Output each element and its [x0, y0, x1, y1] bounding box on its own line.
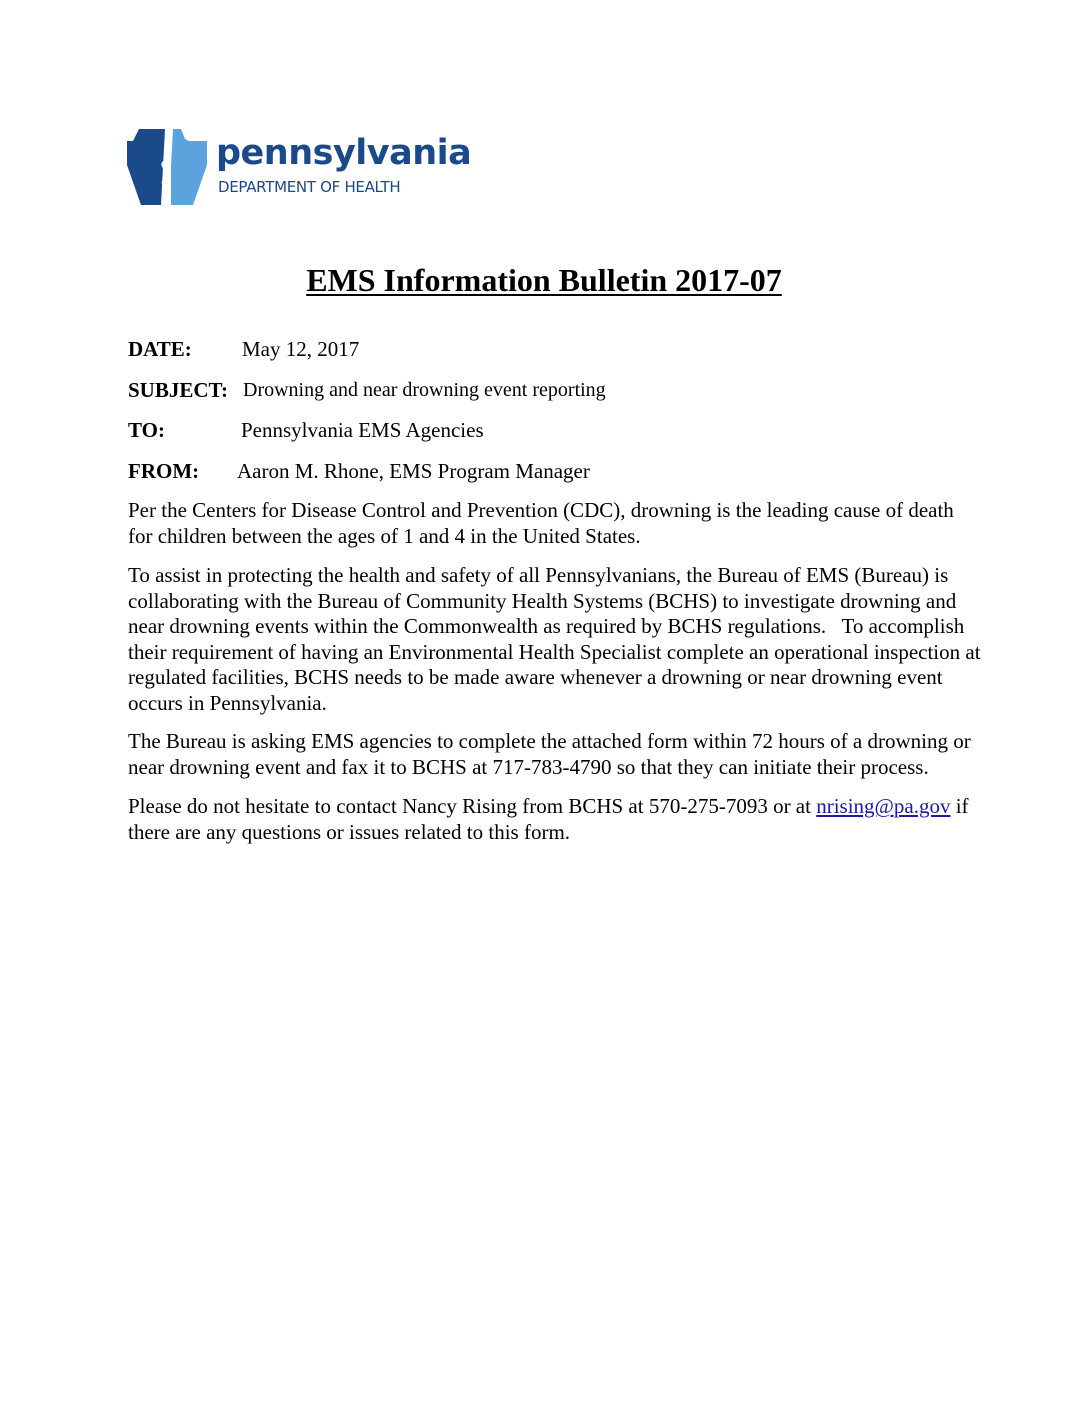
- date-label: DATE:: [128, 337, 192, 361]
- paragraph-line: near drowning events within the Commonwealth as required by BCHS regulations. To accomplish: [128, 614, 965, 638]
- paragraph-line: there are any questions or issues related to this form.: [128, 819, 571, 844]
- bulletin-title-text: EMS Information Bulletin 2017-07: [306, 262, 782, 298]
- paragraph-line: The Bureau is asking EMS agencies to complete the attached form within 72 hours of a drowning or: [128, 729, 971, 753]
- paragraph-line: To assist in protecting the health and safety of all Pennsylvanians, the Bureau of EMS (Bureau) is: [128, 563, 949, 587]
- paragraph-line: their requirement of having an Environmental Health Specialist complete an operational inspection at: [128, 639, 981, 664]
- from-label: FROM:: [128, 459, 200, 483]
- email-link[interactable]: nrising@pa.gov: [816, 794, 951, 818]
- paragraph-contact: [128, 794, 969, 845]
- paragraph-line: near drowning event and fax it to BCHS at 717-783-4790 so that they can initiate their process.: [128, 754, 929, 779]
- paragraph-fax-request: [128, 729, 971, 780]
- to-label: TO:: [128, 418, 165, 442]
- date-value: May 12, 2017: [242, 337, 360, 361]
- pa-department-of-health-logo: [127, 127, 472, 209]
- subject-label: SUBJECT:: [128, 378, 228, 402]
- paragraph-line: for children between the ages of 1 and 4 in the United States.: [128, 523, 641, 548]
- to-value: Pennsylvania EMS Agencies: [241, 418, 484, 442]
- paragraph-line: Per the Centers for Disease Control and Prevention (CDC), drowning is the leading cause of death: [128, 498, 954, 522]
- paragraph-line: regulated facilities, BCHS needs to be made aware whenever a drowning or near drowning event: [128, 665, 943, 689]
- paragraph-cdc-statistic: [128, 498, 964, 549]
- logo-wordmark: pennsylvania: [216, 133, 472, 173]
- paragraph-line: [128, 794, 969, 820]
- paragraph-line: occurs in Pennsylvania.: [128, 690, 327, 715]
- paragraph-line: collaborating with the Bureau of Community Health Systems (BCHS) to investigate drowning and: [128, 588, 957, 613]
- subject-value: Drowning and near drowning event reporting: [243, 379, 606, 401]
- logo-department-name: DEPARTMENT OF HEALTH: [218, 178, 401, 196]
- from-value: Aaron M. Rhone, EMS Program Manager: [237, 459, 590, 483]
- bulletin-title: [0, 260, 1088, 300]
- contact-text: Please do not hesitate to contact Nancy Rising from BCHS at 570-275-7093 or at: [128, 794, 817, 818]
- paragraph-collaboration: [128, 563, 981, 716]
- contact-text-suffix: if: [950, 794, 969, 818]
- keystone-caduceus-icon: [127, 127, 209, 207]
